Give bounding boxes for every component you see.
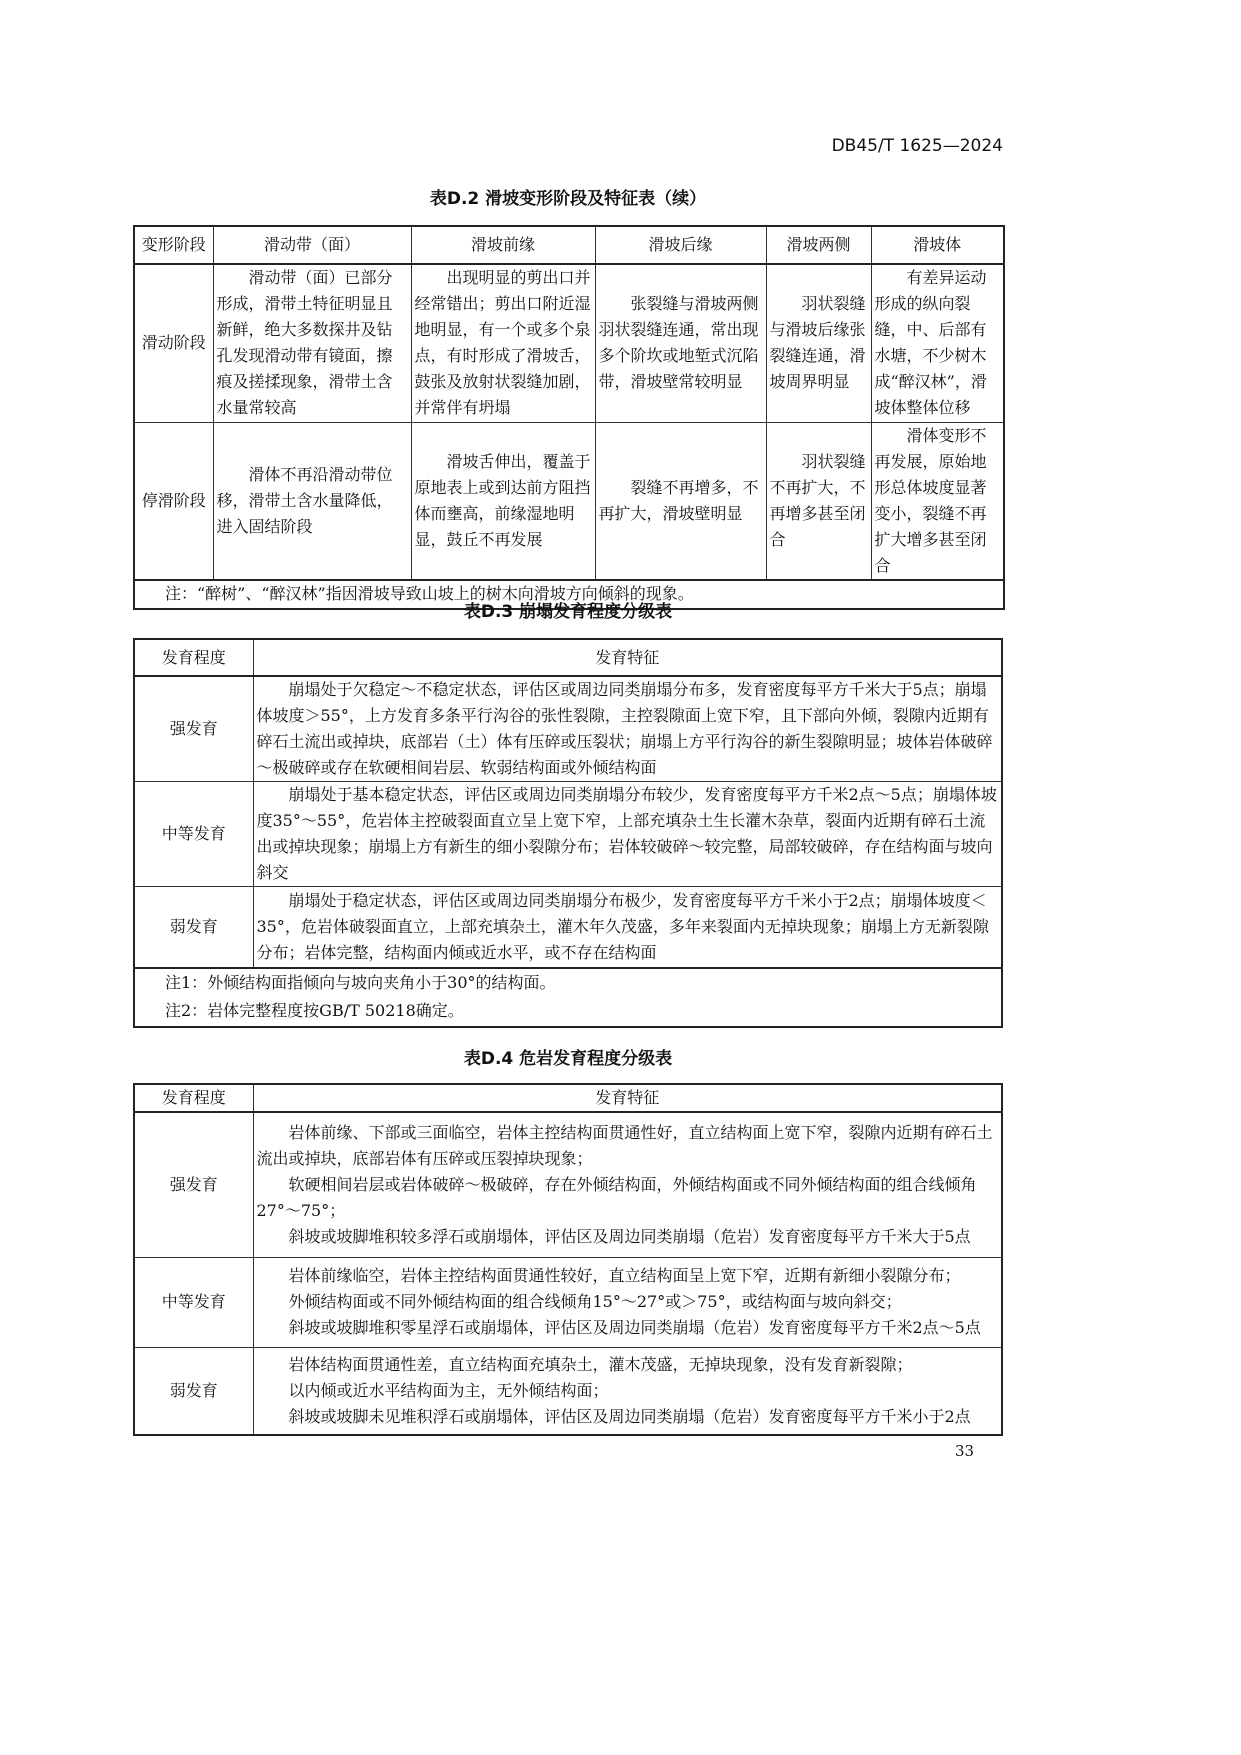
table-cell: 滑坡舌伸出，覆盖于原地表上或到达前方阻挡体而壅高，前缘湿地明显，鼓丘不再发展 bbox=[411, 422, 595, 580]
column-header: 变形阶段 bbox=[134, 226, 213, 264]
table-cell: 滑动带（面）已部分形成，滑带土特征明显且新鲜，绝大多数探井及钻孔发现滑动带有镜面，擦痕及搓揉现象，滑带土含水量常较高 bbox=[213, 264, 411, 422]
table-row bbox=[134, 782, 1002, 887]
column-header: 发育程度 bbox=[134, 1084, 253, 1112]
table-cell bbox=[253, 1257, 1002, 1347]
feature-item: 斜坡或坡脚未见堆积浮石或崩塌体，评估区及周边同类崩塌（危岩）发育密度每平方千米小于2点 bbox=[288, 1406, 971, 1426]
feature-item: 斜坡或坡脚堆积零星浮石或崩塌体，评估区及周边同类崩塌（危岩）发育密度每平方千米2点～5点 bbox=[288, 1318, 981, 1337]
table-d4-title: 表D.4 危岩发育程度分级表 bbox=[463, 1049, 673, 1069]
table-note: 注：“醉树”、“醉汉林”指因滑坡导致山坡上的树木向滑坡方向倾斜的现象。 bbox=[134, 580, 1004, 609]
table-notes bbox=[134, 968, 1002, 1027]
note-1: 注1：外倾结构面指倾向与坡向夹角小于30°的结构面。 bbox=[165, 973, 556, 992]
table-d2-title: 表D.2 滑坡变形阶段及特征表（续） bbox=[429, 189, 707, 209]
table-row bbox=[134, 1112, 1002, 1257]
level-cell: 弱发育 bbox=[134, 887, 253, 968]
column-header: 滑坡两侧 bbox=[766, 226, 871, 264]
table-cell: 裂缝不再增多，不再扩大，滑坡壁明显 bbox=[595, 422, 766, 580]
table-cell: 滑体变形不再发展，原始地形总体坡度显著变小，裂缝不再扩大增多甚至闭合 bbox=[871, 422, 1004, 580]
table-cell: 羽状裂缝不再扩大，不再增多甚至闭合 bbox=[766, 422, 871, 580]
table-cell: 崩塌处于欠稳定～不稳定状态，评估区或周边同类崩塌分布多，发育密度每平方千米大于5点；崩塌体坡度＞55°，上方发育多条平行沟谷的张性裂隙，主控裂隙面上宽下窄，且下部向外倾，裂隙内近期有碎石土流出或掉块，底部岩（土）体有压碎或压裂状；崩塌上方平行沟谷的新生裂隙明显；坡体岩体破碎～极破碎或存在软硬相间岩层、软弱结构面或外倾结构面 bbox=[253, 676, 1002, 782]
column-header: 滑动带（面） bbox=[213, 226, 411, 264]
table-cell: 张裂缝与滑坡两侧羽状裂缝连通，常出现多个阶坎或地堑式沉陷带，滑坡壁常较明显 bbox=[595, 264, 766, 422]
column-header: 发育特征 bbox=[253, 639, 1002, 676]
table-cell: 有差异运动形成的纵向裂缝，中、后部有水塘，不少树木成“醉汉林”，滑坡体整体位移 bbox=[871, 264, 1004, 422]
level-cell: 中等发育 bbox=[134, 1257, 253, 1347]
column-header: 发育特征 bbox=[253, 1084, 1002, 1112]
column-header: 滑坡前缘 bbox=[411, 226, 595, 264]
feature-item: 以内倾或近水平结构面为主，无外倾结构面； bbox=[288, 1380, 609, 1400]
table-cell: 崩塌处于基本稳定状态，评估区或周边同类崩塌分布较少，发育密度每平方千米2点～5点；崩塌体坡度35°～55°，危岩体主控破裂面直立呈上宽下窄，上部充填杂土生长灌木杂草，裂面内近期有碎石土流出或掉块现象；崩塌上方有新生的细小裂隙分布；岩体较破碎～较完整，局部较破碎，存在结构面与坡向斜交 bbox=[253, 782, 1002, 887]
table-d4 bbox=[133, 1083, 1003, 1436]
table-row bbox=[134, 422, 1004, 580]
level-cell: 强发育 bbox=[134, 676, 253, 782]
stage-cell: 停滑阶段 bbox=[134, 422, 213, 580]
table-d2 bbox=[133, 225, 1005, 610]
table-cell: 羽状裂缝与滑坡后缘张裂缝连通，滑坡周界明显 bbox=[766, 264, 871, 422]
document-code: DB45/T 1625—2024 bbox=[831, 136, 1003, 156]
stage-cell: 滑动阶段 bbox=[134, 264, 213, 422]
table-row bbox=[134, 887, 1002, 968]
column-header: 滑坡后缘 bbox=[595, 226, 766, 264]
note-2: 注2：岩体完整程度按GB/T 50218确定。 bbox=[165, 1001, 464, 1020]
feature-item: 岩体前缘临空，岩体主控结构面贯通性较好，直立结构面呈上宽下窄，近期有新细小裂隙分布； bbox=[288, 1266, 961, 1285]
feature-item: 外倾结构面或不同外倾结构面的组合线倾角15°～27°或＞75°，或结构面与坡向斜交； bbox=[288, 1292, 902, 1311]
table-cell: 滑体不再沿滑动带位移，滑带土含水量降低，进入固结阶段 bbox=[213, 422, 411, 580]
column-header: 滑坡体 bbox=[871, 226, 1004, 264]
table-cell bbox=[253, 1347, 1002, 1435]
table-cell bbox=[253, 1112, 1002, 1257]
level-cell: 中等发育 bbox=[134, 782, 253, 887]
level-cell: 强发育 bbox=[134, 1112, 253, 1257]
table-row bbox=[134, 1257, 1002, 1347]
feature-item: 岩体前缘、下部或三面临空，岩体主控结构面贯通性好，直立结构面上宽下窄，裂隙内近期有碎石土流出或掉块，底部岩体有压碎或压裂掉块现象； bbox=[256, 1122, 993, 1168]
table-d3 bbox=[133, 638, 1003, 1028]
feature-item: 斜坡或坡脚堆积较多浮石或崩塌体，评估区及周边同类崩塌（危岩）发育密度每平方千米大于5点 bbox=[288, 1226, 971, 1246]
table-d3-title: 表D.3 崩塌发育程度分级表 bbox=[463, 602, 673, 622]
table-row bbox=[134, 264, 1004, 422]
page-number: 33 bbox=[955, 1442, 975, 1460]
level-cell: 弱发育 bbox=[134, 1347, 253, 1435]
table-cell: 出现明显的剪出口并经常错出；剪出口附近湿地明显，有一个或多个泉点，有时形成了滑坡舌，鼓张及放射状裂缝加剧，并常伴有坍塌 bbox=[411, 264, 595, 422]
table-row bbox=[134, 676, 1002, 782]
feature-item: 软硬相间岩层或岩体破碎～极破碎，存在外倾结构面，外倾结构面或不同外倾结构面的组合线倾角27°～75°； bbox=[256, 1174, 977, 1220]
table-row bbox=[134, 1347, 1002, 1435]
column-header: 发育程度 bbox=[134, 639, 253, 676]
feature-item: 岩体结构面贯通性差，直立结构面充填杂土，灌木茂盛，无掉块现象，没有发育新裂隙； bbox=[288, 1354, 913, 1374]
table-cell: 崩塌处于稳定状态，评估区或周边同类崩塌分布极少，发育密度每平方千米小于2点；崩塌体坡度＜35°，危岩体破裂面直立，上部充填杂土，灌木年久茂盛，多年来裂面内无掉块现象；崩塌上方无新裂隙分布；岩体完整，结构面内倾或近水平，或不存在结构面 bbox=[253, 887, 1002, 968]
